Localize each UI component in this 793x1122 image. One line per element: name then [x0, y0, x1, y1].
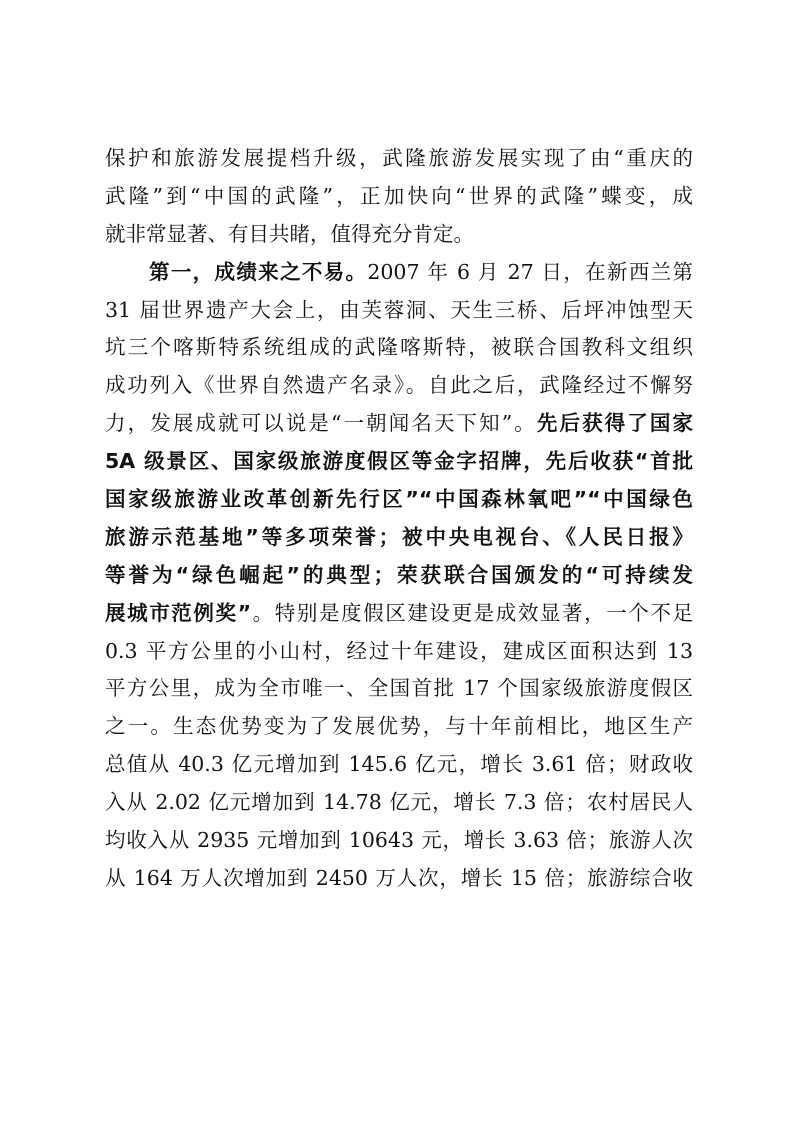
- bold-run: 国家级旅游业改革创新先行区”“中国森林氧吧”“中国绿色: [105, 487, 693, 512]
- text-line: [105, 405, 693, 443]
- text-line: [105, 519, 693, 557]
- text-run: 平方公里，成为全市唯一、全国首批 17 个国家级旅游度假区: [105, 676, 693, 701]
- text-line: [105, 140, 693, 178]
- body-text: [105, 140, 693, 898]
- text-run: 之一。生态优势变为了发展优势，与十年前相比，地区生产: [105, 714, 693, 739]
- text-run: 入从 2.02 亿元增加到 14.78 亿元，增长 7.3 倍；农村居民人: [105, 790, 693, 815]
- text-run: 武隆”到“中国的武隆”，正加快向“世界的武隆”蝶变，成: [105, 183, 693, 208]
- text-run: 。特别是度假区建设更是成效显著，一个不足: [251, 600, 693, 625]
- text-line: [105, 746, 693, 784]
- text-line: [105, 292, 693, 330]
- text-line: [105, 329, 693, 367]
- section-heading-inline: 第一，成绩来之不易。: [149, 259, 368, 284]
- text-line: [105, 481, 693, 519]
- text-line: [105, 822, 693, 860]
- bold-run: 先后获得了国家: [536, 411, 694, 436]
- text-line: [105, 860, 693, 898]
- text-line: [105, 557, 693, 595]
- paragraph-continuation: [105, 140, 693, 254]
- text-line: [105, 178, 693, 216]
- text-line: [105, 670, 693, 708]
- text-run: 2007 年 6 月 27 日，在新西兰第: [367, 259, 693, 284]
- text-line: [105, 254, 693, 292]
- text-run: 均收入从 2935 元增加到 10643 元，增长 3.63 倍；旅游人次: [105, 828, 693, 853]
- bold-run: 旅游示范基地”等多项荣誉；被中央电视台、《人民日报》: [105, 524, 693, 549]
- text-run: 坑三个喀斯特系统组成的武隆喀斯特，被联合国教科文组织: [105, 335, 693, 360]
- text-line: [105, 216, 693, 254]
- bold-run: 5A 级景区、国家级旅游度假区等金字招牌，先后收获“首批: [105, 449, 693, 474]
- text-run: 31 届世界遗产大会上，由芙蓉洞、天生三桥、后坪冲蚀型天: [105, 297, 693, 322]
- text-line: [105, 784, 693, 822]
- text-run: 保护和旅游发展提档升级，武隆旅游发展实现了由“重庆的: [105, 146, 693, 170]
- text-line: [105, 633, 693, 671]
- paragraph-achievements: [105, 254, 693, 898]
- text-run: 从 164 万人次增加到 2450 万人次，增长 15 倍；旅游综合收: [105, 865, 693, 890]
- text-line: [105, 708, 693, 746]
- text-run: 力，发展成就可以说是“一朝闻名天下知”。: [105, 411, 537, 436]
- bold-run: 展城市范例奖”: [105, 600, 252, 625]
- text-line: [105, 443, 693, 481]
- bold-run: 等誉为“绿色崛起”的典型；荣获联合国颁发的“可持续发: [105, 562, 693, 587]
- text-line: [105, 367, 693, 405]
- text-run: 总值从 40.3 亿元增加到 145.6 亿元，增长 3.61 倍；财政收: [105, 752, 693, 777]
- text-run: 成功列入《世界自然遗产名录》。自此之后，武隆经过不懈努: [105, 373, 693, 398]
- text-line: [105, 595, 693, 633]
- text-run: 就非常显著、有目共睹，值得充分肯定。: [105, 221, 474, 246]
- text-run: 0.3 平方公里的小山村，经过十年建设，建成区面积达到 13: [105, 638, 693, 663]
